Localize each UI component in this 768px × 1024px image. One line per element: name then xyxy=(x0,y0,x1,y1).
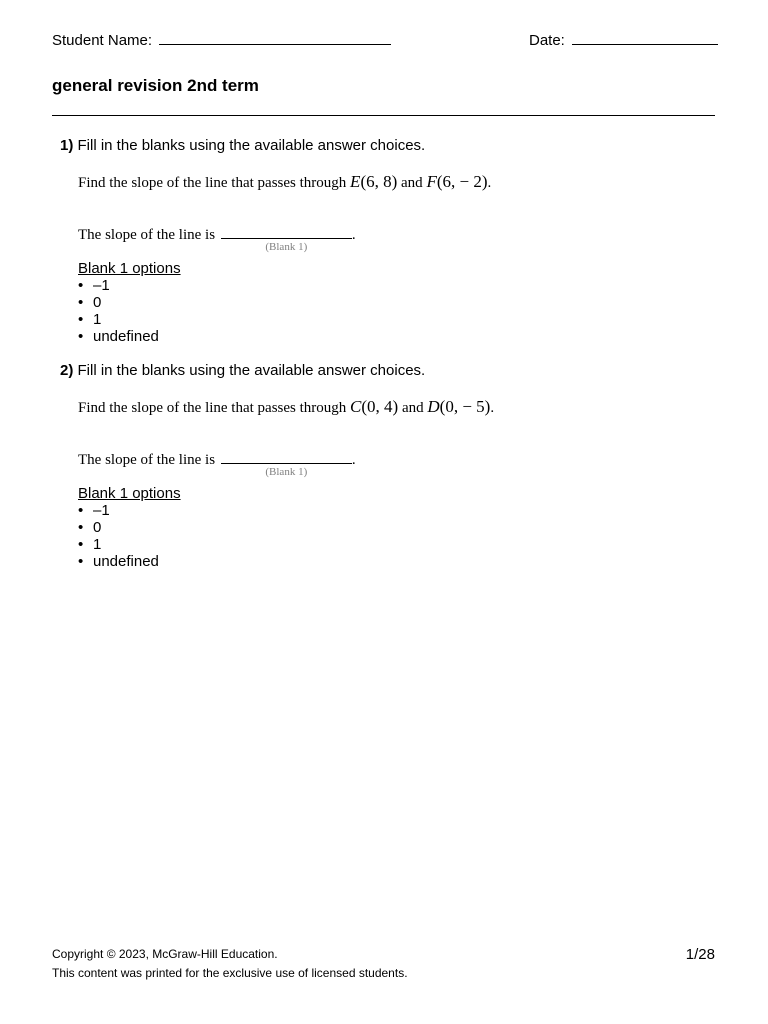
point-1-coords: (6, 8) xyxy=(360,172,398,191)
bullet-icon: • xyxy=(78,311,84,328)
prompt-text: Find the slope of the line that passes through xyxy=(78,175,347,191)
slope-sentence xyxy=(78,450,356,478)
worksheet-title: general revision 2nd term xyxy=(52,76,259,95)
point-2-coords: (6, − 2) xyxy=(436,172,488,191)
question-header xyxy=(60,361,720,381)
question-number: 1) xyxy=(60,137,74,154)
options-title: Blank 1 options xyxy=(78,485,181,502)
license-text: This content was printed for the exclusive use of licensed students. xyxy=(52,966,408,980)
option-item: • 0 xyxy=(78,294,102,311)
prompt-end: . xyxy=(487,175,492,191)
point-2-name: F xyxy=(426,172,437,191)
question-instruction: Fill in the blanks using the available answer choices. xyxy=(77,137,426,154)
blank-1-input[interactable] xyxy=(221,450,352,478)
option-item: • –1 xyxy=(78,502,110,519)
question-number: 2) xyxy=(60,362,74,379)
prompt-text: Find the slope of the line that passes through xyxy=(78,400,347,416)
prompt-end: . xyxy=(490,400,495,416)
student-name-label: Student Name: xyxy=(52,32,153,49)
bullet-icon: • xyxy=(78,553,84,570)
bullet-icon: • xyxy=(78,294,84,311)
point-1-name: C xyxy=(350,397,362,416)
bullet-icon: • xyxy=(78,277,84,294)
option-item: • –1 xyxy=(78,277,110,294)
student-name-row xyxy=(52,30,391,51)
option-item: • 1 xyxy=(78,311,102,328)
copyright-text: Copyright © 2023, McGraw-Hill Education. xyxy=(52,947,278,961)
slope-text: The slope of the line is xyxy=(78,227,216,243)
date-label: Date: xyxy=(529,32,565,49)
bullet-icon: • xyxy=(78,328,84,345)
slope-text: The slope of the line is xyxy=(78,452,216,468)
blank-1-line xyxy=(221,450,352,464)
question-2 xyxy=(60,361,720,571)
blank-1-line xyxy=(221,225,352,239)
option-item: • undefined xyxy=(78,553,159,570)
date-field[interactable] xyxy=(572,30,718,45)
question-1 xyxy=(60,136,720,346)
blank-1-label: (Blank 1) xyxy=(265,466,308,478)
option-item: • 0 xyxy=(78,519,102,536)
blank-1-label: (Blank 1) xyxy=(265,241,308,253)
point-2-name: D xyxy=(427,397,440,416)
options-title: Blank 1 options xyxy=(78,260,181,277)
question-instruction: Fill in the blanks using the available answer choices. xyxy=(77,362,426,379)
question-prompt xyxy=(78,172,491,193)
blank-1-input[interactable] xyxy=(221,225,352,253)
slope-end: . xyxy=(351,452,356,468)
prompt-connector: and xyxy=(401,400,424,416)
question-header xyxy=(60,136,720,156)
point-2-coords: (0, − 5) xyxy=(439,397,491,416)
page-number: 1/28 xyxy=(685,946,715,963)
bullet-icon: • xyxy=(78,519,84,536)
date-row xyxy=(529,30,718,51)
title-divider xyxy=(52,115,715,116)
bullet-icon: • xyxy=(78,502,84,519)
options-list xyxy=(78,502,159,570)
prompt-connector: and xyxy=(401,175,423,191)
bullet-icon: • xyxy=(78,536,84,553)
student-name-field[interactable] xyxy=(159,30,391,45)
point-1-coords: (0, 4) xyxy=(361,397,399,416)
point-1-name: E xyxy=(350,172,361,191)
question-prompt xyxy=(78,397,494,418)
options-list xyxy=(78,277,159,345)
slope-sentence xyxy=(78,225,356,253)
slope-end: . xyxy=(351,227,356,243)
option-item: • 1 xyxy=(78,536,102,553)
option-item: • undefined xyxy=(78,328,159,345)
